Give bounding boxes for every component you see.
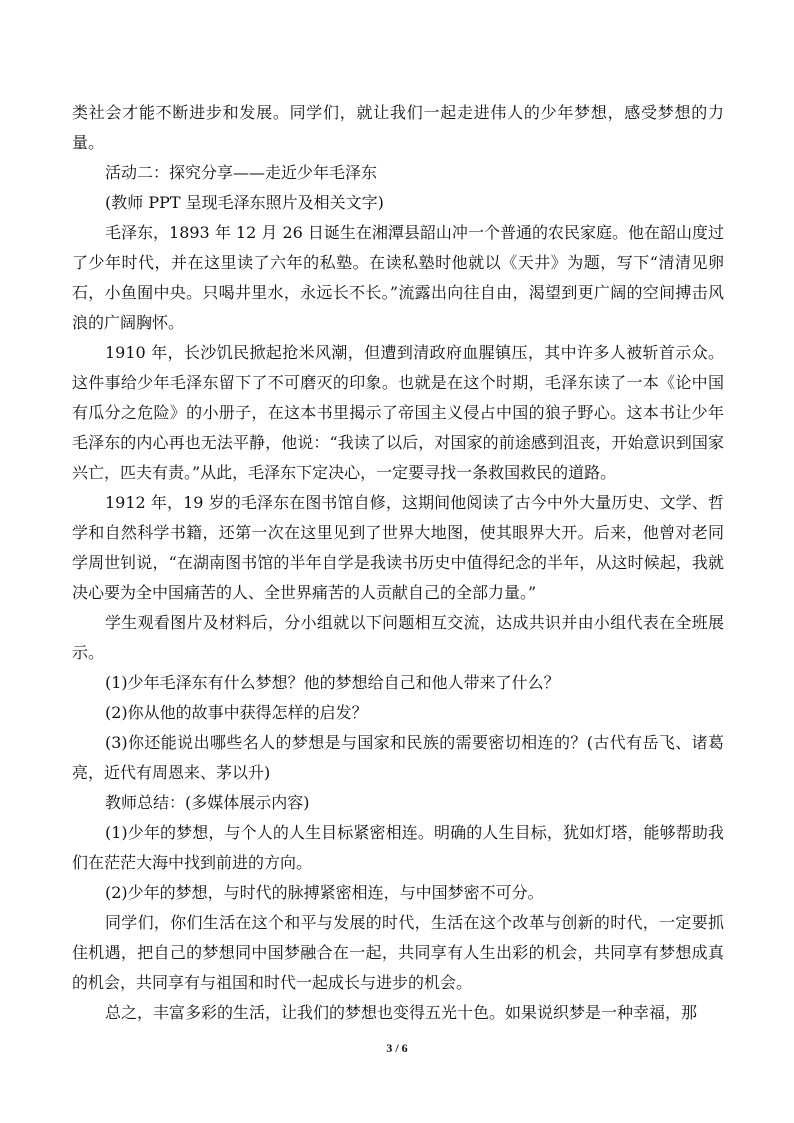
- summary-point-1: (1)少年的梦想，与个人的人生目标紧密相连。明确的人生目标，犹如灯塔，能够帮助我们在茫茫大海中找到前进的方向。: [72, 823, 724, 872]
- paragraph-continuation: 类社会才能不断进步和发展。同学们，就让我们一起走进伟人的少年梦想，感受梦想的力量。: [72, 103, 724, 152]
- activity-heading: 活动二：探究分享——走近少年毛泽东: [105, 163, 378, 182]
- document-body: [72, 98, 724, 1028]
- teacher-summary-heading: 教师总结：(多媒体展示内容): [105, 793, 310, 812]
- paragraph-1910: 1910 年，长沙饥民掀起抢米风潮，但遭到清政府血腥镇压，其中许多人被斩首示众。这件事给少年毛泽东留下了不可磨灭的印象。也就是在这个时期，毛泽东读了一本《论中国有瓜分之危险》的小册子，在这本书里揭示了帝国主义侵占中国的狼子野心。这本书让少年毛泽东的内心再也无法平静，他说：“我读了以后，对国家的前途感到沮丧，开始意识到国家兴亡，匹夫有责。”从此，毛泽东下定决心，一定要寻找一条救国救民的道路。: [72, 343, 724, 482]
- page-number: 3 / 6: [386, 1041, 408, 1055]
- question-3: (3)你还能说出哪些名人的梦想是与国家和民族的需要密切相连的？(古代有岳飞、诸葛亮，近代有周恩来、茅以升): [72, 733, 724, 782]
- question-1: (1)少年毛泽东有什么梦想？他的梦想给自己和他人带来了什么？: [105, 673, 560, 692]
- teacher-note: (教师 PPT 呈现毛泽东照片及相关文字): [105, 193, 384, 212]
- question-2: (2)你从他的故事中获得怎样的启发？: [105, 703, 368, 722]
- paragraph-conclusion: 总之，丰富多彩的生活，让我们的梦想也变得五光十色。如果说织梦是一种幸福，那: [105, 1003, 698, 1022]
- paragraph-mao-childhood: 毛泽东，1893 年 12 月 26 日诞生在湘潭县韶山冲一个普通的农民家庭。他在韶山度过了少年时代，并在这里读了六年的私塾。在读私塾时他就以《天井》为题，写下“清清见卵石，小鱼囿中央。只喝井里水，永远长不长。”流露出向往自由，渴望到更广阔的空间搏击风浪的广阔胸怀。: [72, 223, 724, 332]
- paragraph-student-discussion: 学生观看图片及材料后，分小组就以下问题相互交流，达成共识并由小组代表在全班展示。: [72, 613, 724, 662]
- summary-point-2: (2)少年的梦想，与时代的脉搏紧密相连，与中国梦密不可分。: [105, 883, 544, 902]
- paragraph-classmates: 同学们，你们生活在这个和平与发展的时代，生活在这个改革与创新的时代，一定要抓住机遇，把自己的梦想同中国梦融合在一起，共同享有人生出彩的机会，共同享有梦想成真的机会，共同享有与祖国和时代一起成长与进步的机会。: [72, 913, 724, 992]
- paragraph-1912: 1912 年，19 岁的毛泽东在图书馆自修，这期间他阅读了古今中外大量历史、文学、哲学和自然科学书籍，还第一次在这里见到了世界大地图，使其眼界大开。后来，他曾对老同学周世钊说，“在湖南图书馆的半年自学是我读书历史中值得纪念的半年，从这时候起，我就决心要为全中国痛苦的人、全世界痛苦的人贡献自己的全部力量。”: [72, 493, 724, 602]
